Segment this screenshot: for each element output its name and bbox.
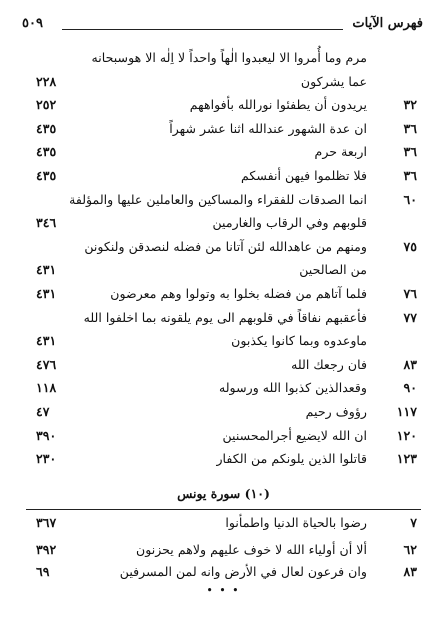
index-row [0,561,447,583]
index-row [0,425,447,447]
verse-text: ان عدة الشهور عندالله اثنا عشر شهراً [169,121,367,136]
verse-text: ماوعدوه وبما كانوا يكذبون [231,333,367,348]
page-reference: ٤٧ [36,404,50,419]
index-row [0,47,447,69]
verse-text: وقعدالذين كذبوا الله ورسوله [218,380,367,395]
verse-text: رؤوف رحيم [305,404,367,419]
index-row [0,94,447,116]
verse-text: مرم وما أُمروا الا ليعبدوا الٰهاً واحداً لا اِلٰه الا هوسبحانه [91,50,367,65]
verse-text: قلوبهم وفي الرقاب والغارمين [212,215,367,230]
page-reference: ٢٢٨ [36,74,57,89]
page-reference: ٢٣٠ [36,451,57,466]
verse-number: ٦٠ [403,192,417,207]
index-row [0,212,447,234]
page-reference: ٤٣٥ [36,121,57,136]
index-row [0,307,447,329]
page-reference: ٦٩ [36,564,50,579]
verse-number: ٧٧ [403,310,417,325]
verse-text: انما الصدقات للفقراء والمساكين والعاملين عليها والمؤلفة [69,192,367,207]
verse-number: ٨٣ [403,564,417,579]
verse-number: ٣٦ [403,144,417,159]
page-reference: ٣٩٠ [36,428,57,443]
index-row [0,539,447,561]
page-reference: ٣٦٧ [36,515,57,530]
verse-text: يريدون أن يطفئوا نورالله بأفواههم [189,97,367,112]
page-reference: ١١٨ [36,380,57,395]
running-header [22,16,423,36]
verse-text: فأعقبهم نفاقاً في قلوبهم الى يوم يلقونه بما اخلفوا الله [83,310,367,325]
page-reference: ٤٣١ [36,262,57,277]
index-row [0,377,447,399]
index-row [0,71,447,93]
page-reference: ٣٩٢ [36,542,57,557]
header-title: فهرس الآيات [352,16,423,31]
verse-number: ٣٢ [403,97,417,112]
verse-text: ان الله لايضيع أجرالمحسنين [222,428,367,443]
index-row [0,448,447,470]
index-row [0,165,447,187]
verse-number: ١٢٣ [396,451,417,466]
verse-number: ١١٧ [396,404,417,419]
page-reference: ٤٣٥ [36,168,57,183]
index-row [0,141,447,163]
verse-number: ٦٢ [403,542,417,557]
index-row [0,118,447,140]
verse-number: ٧٦ [403,286,417,301]
index-row [0,401,447,423]
page-number: ٥٠٩ [22,16,43,31]
index-row [0,354,447,376]
verse-text: ألا أن أولياء الله لا خوف عليهم ولاهم يحزنون [135,542,367,557]
verse-number: ١٢٠ [396,428,417,443]
index-row [0,189,447,211]
page-reference: ٣٤٦ [36,215,57,230]
verse-text: فان رجعك الله [291,357,367,372]
page-reference: ٤٣٥ [36,144,57,159]
verse-text: ومنهم من عاهدالله لئن آتانا من فضله لنصدقن ولنكونن [84,239,367,254]
surah-title: (١٠) سورة يونس [177,486,270,501]
index-row [0,236,447,258]
end-mark: • • • [206,586,241,596]
surah-rule [26,509,421,510]
index-row [0,330,447,352]
verse-text: وان فرعون لعال في الأرض وانه لمن المسرفين [119,564,367,579]
verse-text: فلما آتاهم من فضله بخلوا به وتولوا وهم معرضون [110,286,367,301]
verse-text: قاتلوا الذين يلونكم من الكفار [216,451,367,466]
index-row [0,259,447,281]
verse-text: فلا تظلموا فيهن أنفسكم [241,168,367,183]
index-row [0,283,447,305]
page-reference: ٤٣١ [36,286,57,301]
verse-text: من الصالحين [299,262,367,277]
verse-text: رضوا بالحياة الدنيا واطمأنوا [225,515,367,530]
page-reference: ٤٣١ [36,333,57,348]
page-reference: ٢٥٢ [36,97,57,112]
verse-number: ٨٣ [403,357,417,372]
verse-number: ٧ [410,515,417,530]
verse-number: ٣٦ [403,168,417,183]
header-rule [62,29,343,30]
verse-text: اربعة حرم [314,144,367,159]
page-reference: ٤٧٦ [36,357,57,372]
verse-number: ٣٦ [403,121,417,136]
index-row [0,512,447,534]
verse-number: ٧٥ [403,239,417,254]
verse-number: ٩٠ [403,380,417,395]
verse-text: عما يشركون [300,74,367,89]
